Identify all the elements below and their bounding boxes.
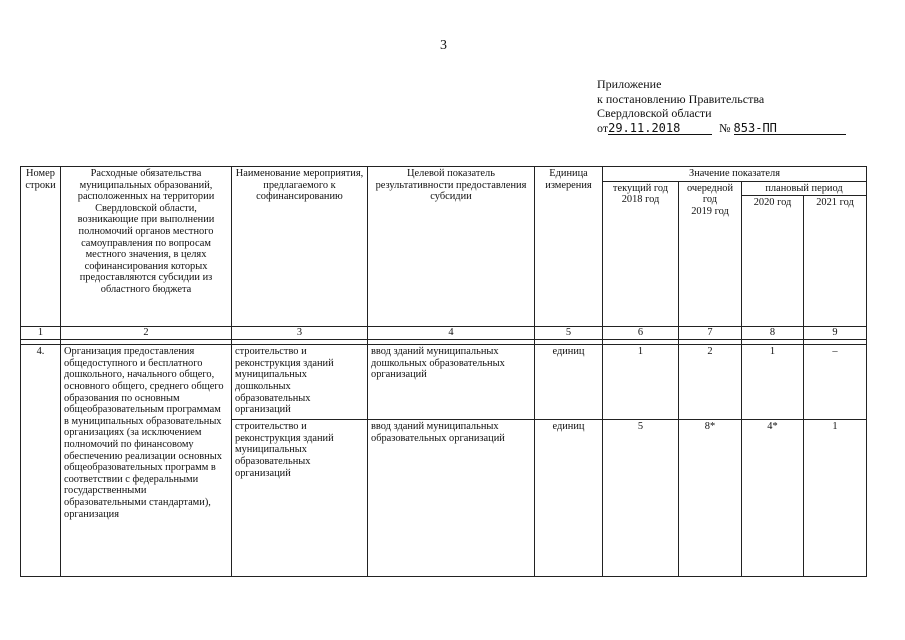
row-measure: строительство и реконструкция зданий муниципальных дошкольных образовательных организаций [232, 345, 368, 420]
row-value-2018: 1 [603, 345, 679, 420]
appendix-date-line [597, 121, 846, 136]
header-row-number: Номер строки [21, 167, 61, 327]
row-obligation: Организация предоставления общедоступного и бесплатного дошкольного, начального общего, основного общего, среднего общего образования по основным общеобразовательным программам в муниципальных образовательных организациях (за исключением полномочий по финансовому обеспечению реализации основных общеобразовательных программ в соответствии с федеральными государственными образовательными стандартами), организация [61, 345, 232, 577]
appendix-resolution: к постановлению Правительства [597, 91, 765, 106]
appendix-region: Свердловской области [597, 106, 712, 120]
row-value-2018: 5 [603, 420, 679, 577]
row-indicator: ввод зданий муниципальных образовательных организаций [368, 420, 535, 577]
header-current-year-label: текущий год [612, 182, 669, 194]
column-number: 8 [742, 327, 804, 340]
date-prefix: от [597, 120, 609, 135]
column-number-row [21, 327, 867, 340]
header-year-2018: 2018 год [621, 194, 660, 206]
row-value-2019: 8* [679, 420, 742, 577]
header-year-2021: 2021 год [804, 196, 867, 327]
number-prefix: № [719, 120, 731, 135]
header-unit: Единица измерения [535, 167, 603, 327]
header-next-year [679, 181, 742, 327]
header-row-1 [21, 167, 867, 182]
header-year-2020: 2020 год [742, 196, 804, 327]
column-number: 4 [368, 327, 535, 340]
column-number: 7 [679, 327, 742, 340]
column-number: 3 [232, 327, 368, 340]
column-number: 6 [603, 327, 679, 340]
column-number: 5 [535, 327, 603, 340]
header-next-year-label: очередной год [686, 182, 734, 206]
resolution-date: 29.11.2018 [608, 122, 712, 135]
header-measure-name: Наименование мероприятия, предлагаемого к софинансированию [232, 167, 368, 327]
resolution-number: 853-ПП [734, 122, 846, 135]
row-value-2021: – [804, 345, 867, 420]
row-unit: единиц [535, 420, 603, 577]
row-value-2019: 2 [679, 345, 742, 420]
header-year-2019: 2019 год [691, 205, 729, 217]
page-number: 3 [440, 38, 447, 53]
appendix-title: Приложение [597, 77, 662, 91]
row-value-2020: 4* [742, 420, 804, 577]
table-row [21, 345, 867, 420]
header-current-year [603, 181, 679, 327]
column-number: 9 [804, 327, 867, 340]
appendix-block [597, 77, 846, 135]
row-number: 4. [21, 345, 61, 577]
row-measure: строительство и реконструкция зданий муниципальных образовательных организаций [232, 420, 368, 577]
row-value-2021: 1 [804, 420, 867, 577]
row-unit: единиц [535, 345, 603, 420]
header-planning-period: плановый период [742, 181, 867, 196]
header-obligations: Расходные обязательства муниципальных образований, расположенных на территории Свердловской области, возникающие при выполнении полномочий органов местного самоуправления по вопросам местного значения, в целях софинансирования которых предоставляются субсидии из областного бюджета [61, 167, 232, 327]
column-number: 1 [21, 327, 61, 340]
header-target-indicator: Целевой показатель результативности предоставления субсидии [368, 167, 535, 327]
column-number: 2 [61, 327, 232, 340]
row-value-2020: 1 [742, 345, 804, 420]
indicator-table [20, 166, 867, 577]
row-indicator: ввод зданий муниципальных дошкольных образовательных организаций [368, 345, 535, 420]
header-indicator-value: Значение показателя [603, 167, 867, 182]
